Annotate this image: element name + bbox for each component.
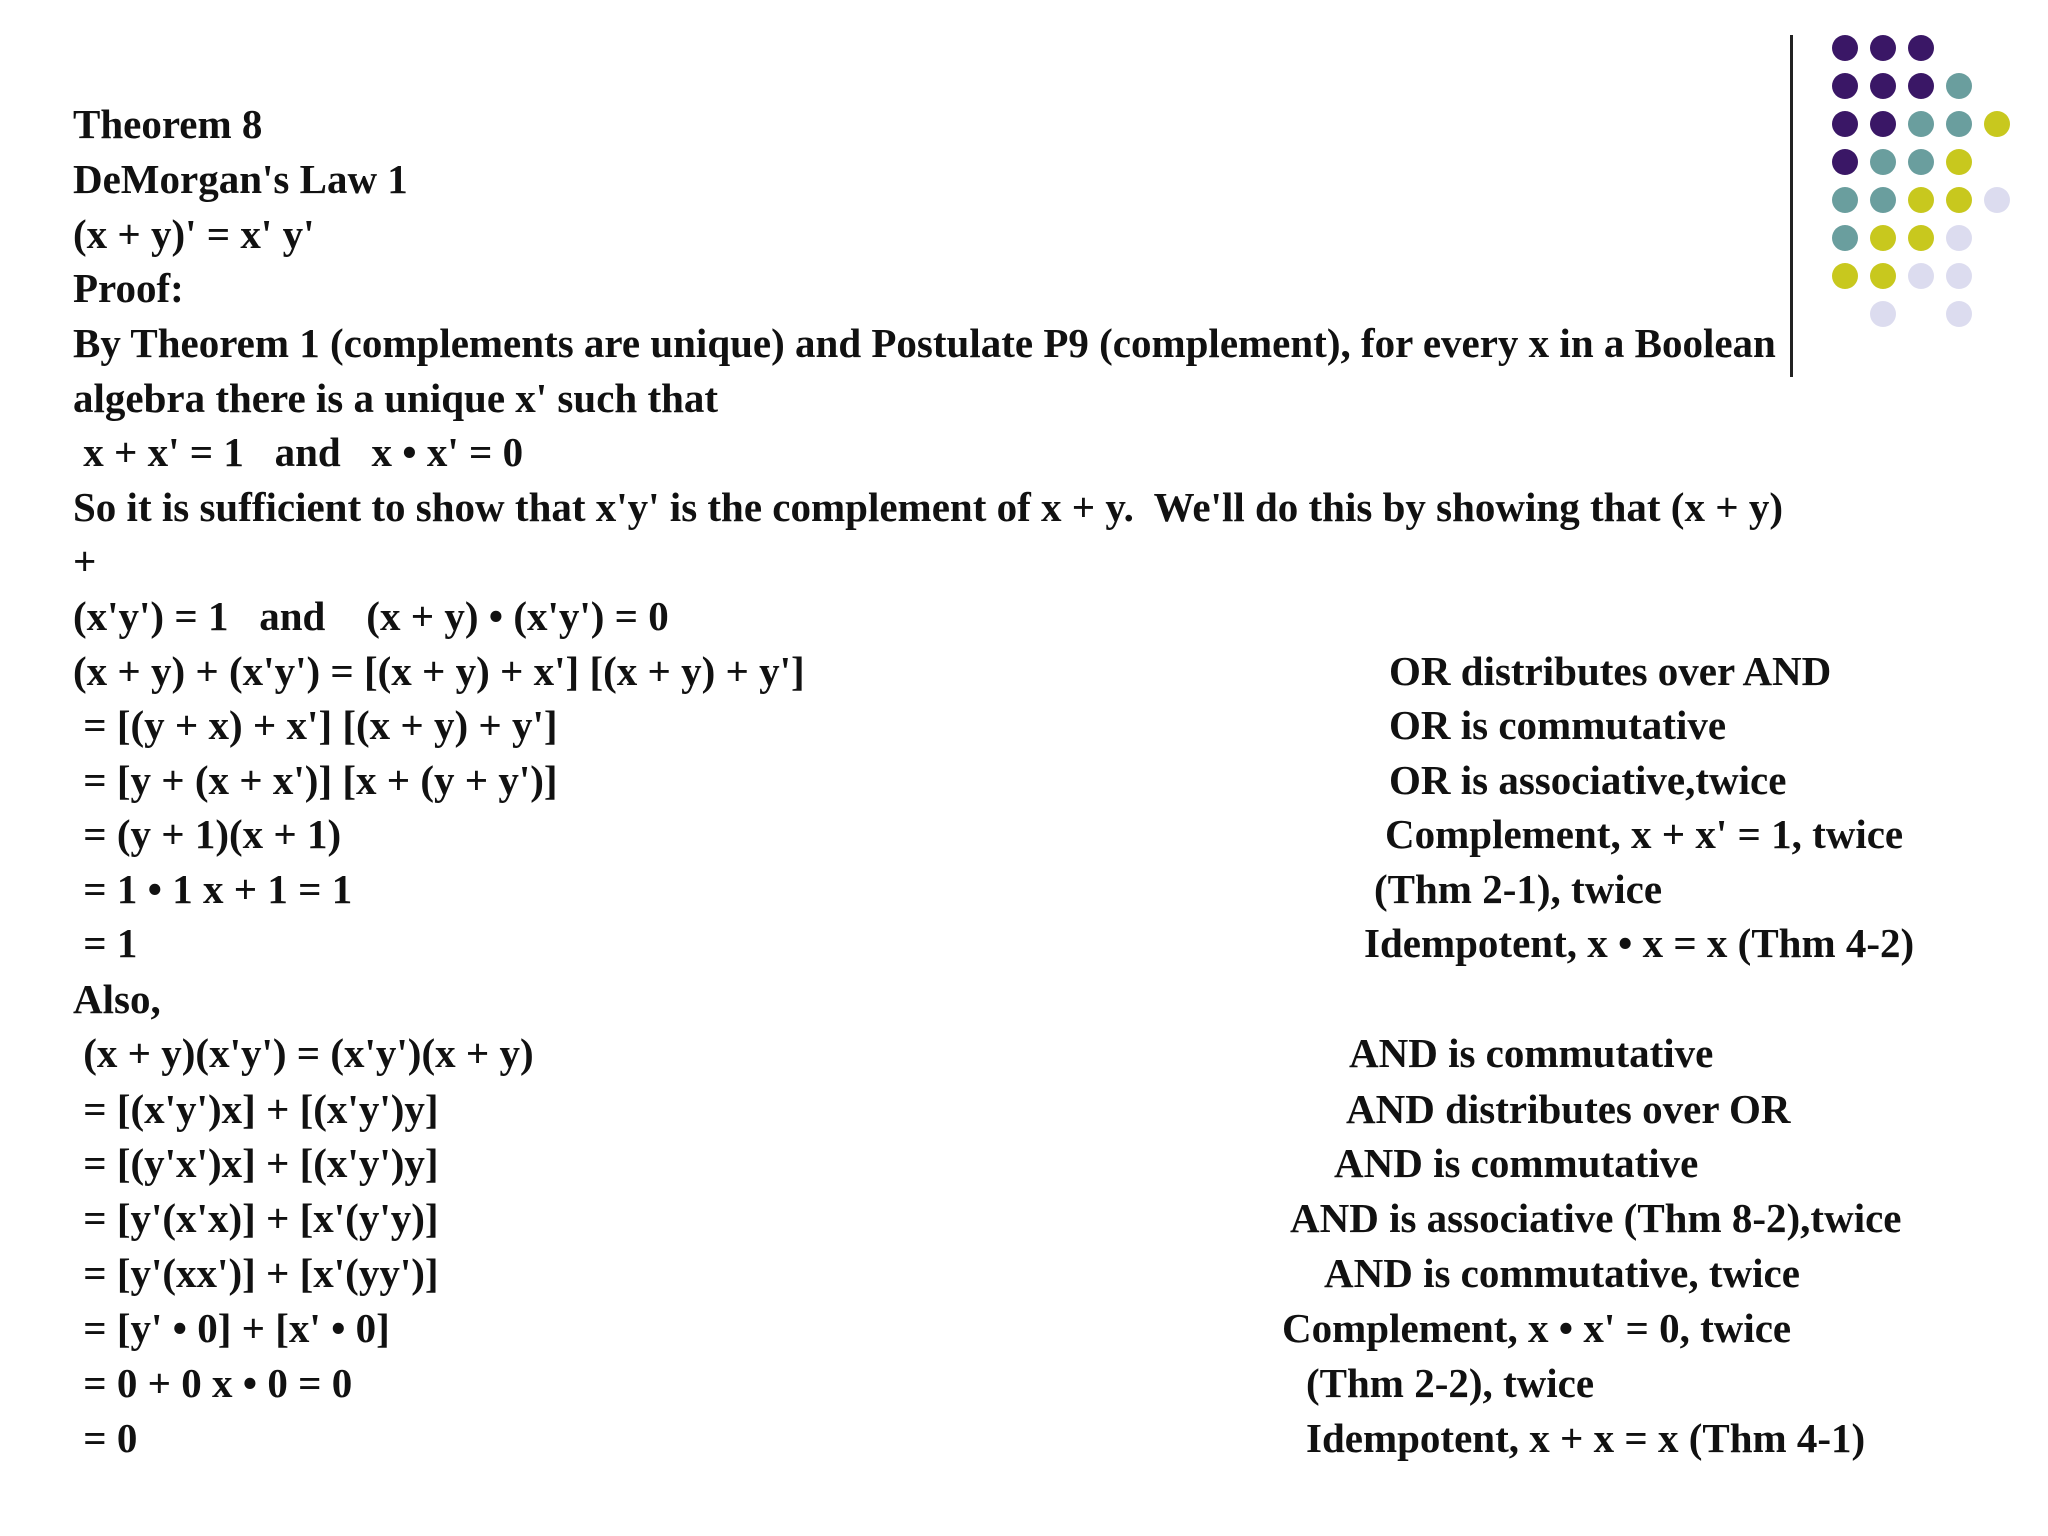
- decorative-dot: [1832, 225, 1858, 251]
- proof-text-line: (x'y') = 1 and (x + y) • (x'y') = 0: [73, 593, 669, 639]
- step-justification: AND is commutative: [1334, 1140, 1699, 1186]
- decorative-dot: [1832, 149, 1858, 175]
- proof-step: = [y'(xx')] + [x'(yy')]: [73, 1250, 439, 1296]
- decorative-dot: [1832, 35, 1858, 61]
- step-justification: AND is associative (Thm 8-2),twice: [1290, 1195, 1902, 1241]
- decorative-dot: [1870, 187, 1896, 213]
- decorative-dot: [1946, 187, 1972, 213]
- decorative-dot: [1870, 111, 1896, 137]
- proof-text-line: So it is sufficient to show that x'y' is the complement of x + y. We'll do this by showing that (x + y): [73, 484, 1783, 530]
- proof-step: = 0 + 0 x • 0 = 0: [73, 1360, 353, 1406]
- decorative-dot: [1946, 225, 1972, 251]
- decorative-dot: [1870, 73, 1896, 99]
- proof-step: = (y + 1)(x + 1): [73, 811, 342, 857]
- decorative-dot: [1870, 225, 1896, 251]
- proof-step: (x + y)(x'y') = (x'y')(x + y): [73, 1030, 534, 1076]
- decorative-dot: [1908, 35, 1934, 61]
- decorative-dot: [1946, 301, 1972, 327]
- proof-step: = [y'(x'x)] + [x'(y'y)]: [73, 1195, 439, 1241]
- step-justification: Idempotent, x + x = x (Thm 4-1): [1306, 1415, 1866, 1461]
- decorative-dot: [1832, 263, 1858, 289]
- decorative-dot: [1870, 301, 1896, 327]
- decorative-dot: [1908, 187, 1934, 213]
- step-justification: AND is commutative, twice: [1324, 1250, 1800, 1296]
- decorative-dot: [1946, 263, 1972, 289]
- also-heading: Also,: [73, 976, 161, 1022]
- law-name: DeMorgan's Law 1: [73, 156, 408, 202]
- step-justification: Complement, x + x' = 1, twice: [1385, 811, 1904, 857]
- proof-step: = [y + (x + x')] [x + (y + y')]: [73, 757, 558, 803]
- proof-text-line: x + x' = 1 and x • x' = 0: [73, 429, 524, 475]
- proof-text-line: By Theorem 1 (complements are unique) and Postulate P9 (complement), for every x in a Boolean: [73, 320, 1776, 366]
- proof-step: = [(x'y')x] + [(x'y')y]: [73, 1086, 439, 1132]
- decorative-dot: [1832, 73, 1858, 99]
- decorative-dot: [1832, 187, 1858, 213]
- step-justification: Complement, x • x' = 0, twice: [1282, 1305, 1792, 1351]
- proof-text-line: algebra there is a unique x' such that: [73, 375, 719, 421]
- decorative-dot: [1870, 149, 1896, 175]
- proof-text-line: +: [73, 538, 97, 584]
- step-justification: OR distributes over AND: [1389, 648, 1832, 694]
- decorative-dot: [1984, 187, 2010, 213]
- proof-step: = [y' • 0] + [x' • 0]: [73, 1305, 390, 1351]
- step-justification: (Thm 2-2), twice: [1306, 1360, 1595, 1406]
- proof-step: = [(y'x')x] + [(x'y')y]: [73, 1140, 439, 1186]
- decorative-dot: [1908, 263, 1934, 289]
- step-justification: Idempotent, x • x = x (Thm 4-2): [1364, 920, 1915, 966]
- proof-step: (x + y) + (x'y') = [(x + y) + x'] [(x + y) + y']: [73, 648, 805, 694]
- decorative-dot: [1832, 111, 1858, 137]
- proof-heading: Proof:: [73, 265, 184, 311]
- step-justification: AND distributes over OR: [1346, 1086, 1791, 1132]
- decorative-dot: [1946, 111, 1972, 137]
- step-justification: OR is commutative: [1389, 702, 1727, 748]
- step-justification: (Thm 2-1), twice: [1374, 866, 1663, 912]
- decorative-dot: [1908, 73, 1934, 99]
- proof-step: = [(y + x) + x'] [(x + y) + y']: [73, 702, 558, 748]
- proof-step: = 1 • 1 x + 1 = 1: [73, 866, 353, 912]
- theorem-title: Theorem 8: [73, 101, 263, 147]
- decorative-dot: [1908, 225, 1934, 251]
- vertical-divider-line: [1790, 35, 1793, 377]
- decorative-dot: [1984, 111, 2010, 137]
- decorative-dot: [1870, 263, 1896, 289]
- decorative-dot: [1908, 111, 1934, 137]
- decorative-dot: [1908, 149, 1934, 175]
- decorative-dot: [1946, 149, 1972, 175]
- decorative-dot: [1946, 73, 1972, 99]
- decorative-dot: [1870, 35, 1896, 61]
- proof-step: = 0: [73, 1415, 138, 1461]
- step-justification: AND is commutative: [1349, 1030, 1714, 1076]
- law-statement: (x + y)' = x' y': [73, 211, 315, 257]
- proof-step: = 1: [73, 920, 138, 966]
- step-justification: OR is associative,twice: [1389, 757, 1787, 803]
